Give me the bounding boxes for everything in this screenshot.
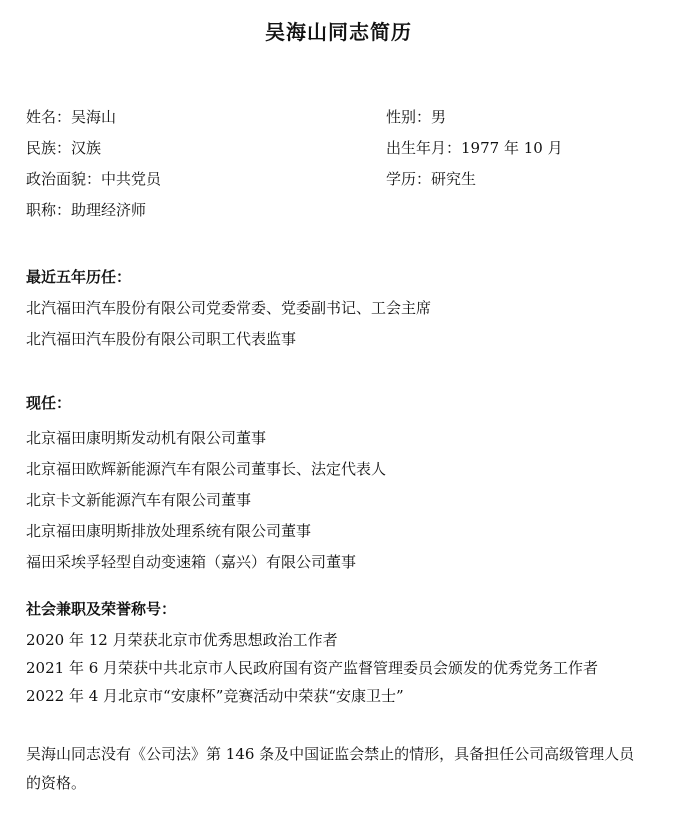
honor-item: 2021 年 6 月荣获中共北京市人民政府国有资产监督管理委员会颁发的优秀党务工作者 bbox=[26, 659, 599, 677]
current-position-item: 北京福田欧辉新能源汽车有限公司董事长、法定代表人 bbox=[26, 460, 387, 478]
current-position-item: 北京福田康明斯排放处理系统有限公司董事 bbox=[26, 522, 312, 540]
birth-field: 出生年月：1977 年 10 月 bbox=[386, 139, 563, 157]
ethnicity-field: 民族：汉族 bbox=[26, 139, 102, 157]
political-status-field: 政治面貌：中共党员 bbox=[26, 170, 162, 188]
document-title: 吴海山同志简历 bbox=[265, 20, 412, 44]
current-position-item: 北京卡文新能源汽车有限公司董事 bbox=[26, 491, 252, 509]
gender-field: 性别：男 bbox=[386, 108, 447, 126]
eligibility-statement: 吴海山同志没有《公司法》第 146 条及中国证监会禁止的情形，具备担任公司高级管理人员的资格。 bbox=[26, 745, 635, 792]
honor-item: 2020 年 12 月荣获北京市优秀思想政治工作者 bbox=[26, 631, 338, 649]
name-field: 姓名：吴海山 bbox=[26, 108, 117, 126]
recent-positions-heading: 最近五年历任： bbox=[26, 268, 132, 286]
education-field: 学历：研究生 bbox=[386, 170, 477, 188]
recent-position-item: 北汽福田汽车股份有限公司职工代表监事 bbox=[26, 330, 297, 348]
current-position-item: 福田采埃孚轻型自动变速箱（嘉兴）有限公司董事 bbox=[26, 553, 357, 571]
current-position-item: 北京福田康明斯发动机有限公司董事 bbox=[26, 429, 267, 447]
honors-heading: 社会兼职及荣誉称号： bbox=[26, 600, 177, 618]
honor-item: 2022 年 4 月北京市“安康杯”竞赛活动中荣获“安康卫士” bbox=[26, 687, 404, 705]
recent-position-item: 北汽福田汽车股份有限公司党委常委、党委副书记、工会主席 bbox=[26, 299, 432, 317]
professional-title-field: 职称：助理经济师 bbox=[26, 201, 147, 219]
current-positions-heading: 现任： bbox=[26, 394, 72, 412]
